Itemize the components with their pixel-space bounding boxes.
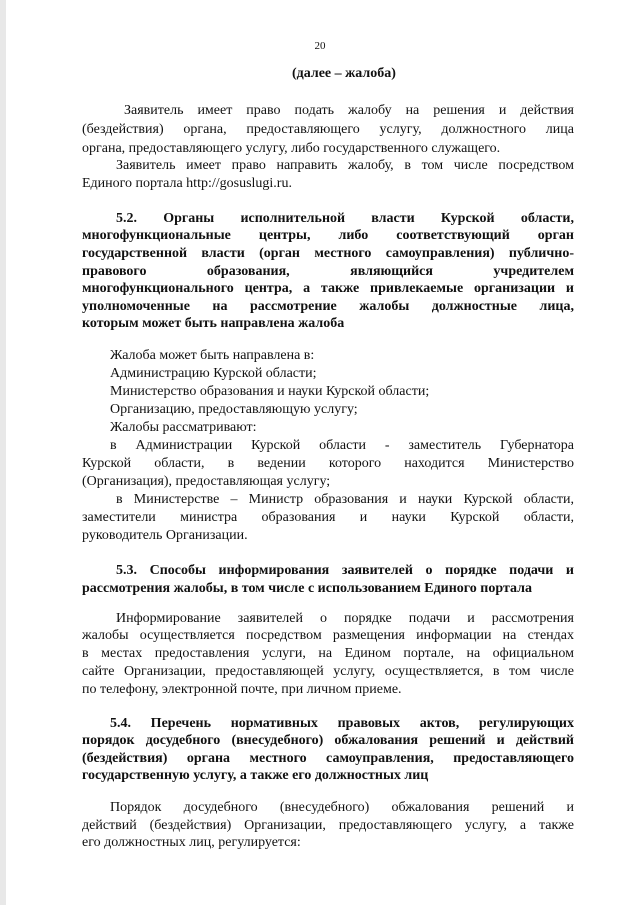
body-line: Министерство образования и науки Курской области; bbox=[110, 384, 430, 399]
body-line: в Министерстве – Министр образования и науки Курской области, bbox=[116, 492, 574, 507]
page-number: 20 bbox=[314, 40, 326, 52]
body-line: (Организация), предоставляющая услугу; bbox=[82, 474, 331, 489]
section-heading-line: которым может быть направлена жалоба bbox=[82, 316, 345, 331]
section-heading-line: государственную услугу, а также его должностных лиц bbox=[82, 768, 429, 783]
section-heading-line: многофункциональные центры, либо соответствующий орган bbox=[82, 228, 574, 243]
paragraph-line: (бездействия) органа, предоставляющего услугу, должностного лица bbox=[82, 122, 574, 137]
body-line: Порядок досудебного (внесудебного) обжалования решений и bbox=[110, 800, 574, 815]
body-line: его должностных лиц, регулируется: bbox=[82, 835, 301, 850]
section-heading-line: многофункционального центра, а также привлекаемые организации и bbox=[82, 281, 574, 296]
section-heading-line: рассмотрения жалобы, в том числе с использованием Единого портала bbox=[82, 581, 532, 596]
body-line: Жалобы рассматривают: bbox=[110, 420, 257, 435]
section-heading-line: 5.4. Перечень нормативных правовых актов, регулирующих bbox=[110, 716, 574, 731]
paragraph-line: Заявитель имеет право подать жалобу на решения и действия bbox=[124, 103, 574, 118]
body-line: Жалоба может быть направлена в: bbox=[110, 348, 315, 363]
section-heading-line: уполномоченные на рассмотрение жалобы должностные лица, bbox=[82, 299, 574, 314]
section-heading-line: (бездействия) органа местного самоуправления, предоставляющего bbox=[82, 751, 574, 766]
paragraph-line: Заявитель имеет право направить жалобу, в том числе посредством bbox=[116, 158, 574, 173]
body-line: сайте Организации, предоставляющей услугу, осуществляется, в том числе bbox=[82, 664, 574, 679]
body-line: Администрацию Курской области; bbox=[110, 366, 317, 381]
body-line: по телефону, электронной почте, при личном приеме. bbox=[82, 682, 402, 697]
section-heading-line: порядок досудебного (внесудебного) обжалования решений и действий bbox=[82, 733, 574, 748]
paragraph-line: Единого портала http://gosuslugi.ru. bbox=[82, 176, 292, 191]
body-line: в Администрации Курской области - заместитель Губернатора bbox=[110, 438, 574, 453]
body-line: Информирование заявителей о порядке подачи и рассмотрения bbox=[116, 611, 574, 626]
paragraph-line: органа, предоставляющего услугу, либо государственного служащего. bbox=[82, 141, 501, 156]
body-line: заместители министра образования и науки Курской области, bbox=[82, 510, 574, 525]
heading-tail: (далее – жалоба) bbox=[292, 66, 396, 81]
page-edge-shadow bbox=[0, 0, 6, 905]
body-line: действий (бездействия) Организации, предоставляющего услугу, а также bbox=[82, 818, 574, 833]
body-line: руководитель Организации. bbox=[82, 528, 248, 543]
section-heading-line: правового образования, являющийся учредителем bbox=[82, 264, 574, 279]
body-line: Курской области, в ведении которого находится Министерство bbox=[82, 456, 574, 471]
section-heading-line: государственной власти (орган местного самоуправления) публично- bbox=[82, 246, 574, 261]
section-heading-line: 5.3. Способы информирования заявителей о порядке подачи и bbox=[116, 563, 574, 578]
body-line: в местах предоставления услуги, на Едином портале, на официальном bbox=[82, 646, 574, 661]
section-heading-line: 5.2. Органы исполнительной власти Курской области, bbox=[116, 211, 574, 226]
body-line: жалобы осуществляется посредством размещения информации на стендах bbox=[82, 628, 574, 643]
body-line: Организацию, предоставляющую услугу; bbox=[110, 402, 358, 417]
